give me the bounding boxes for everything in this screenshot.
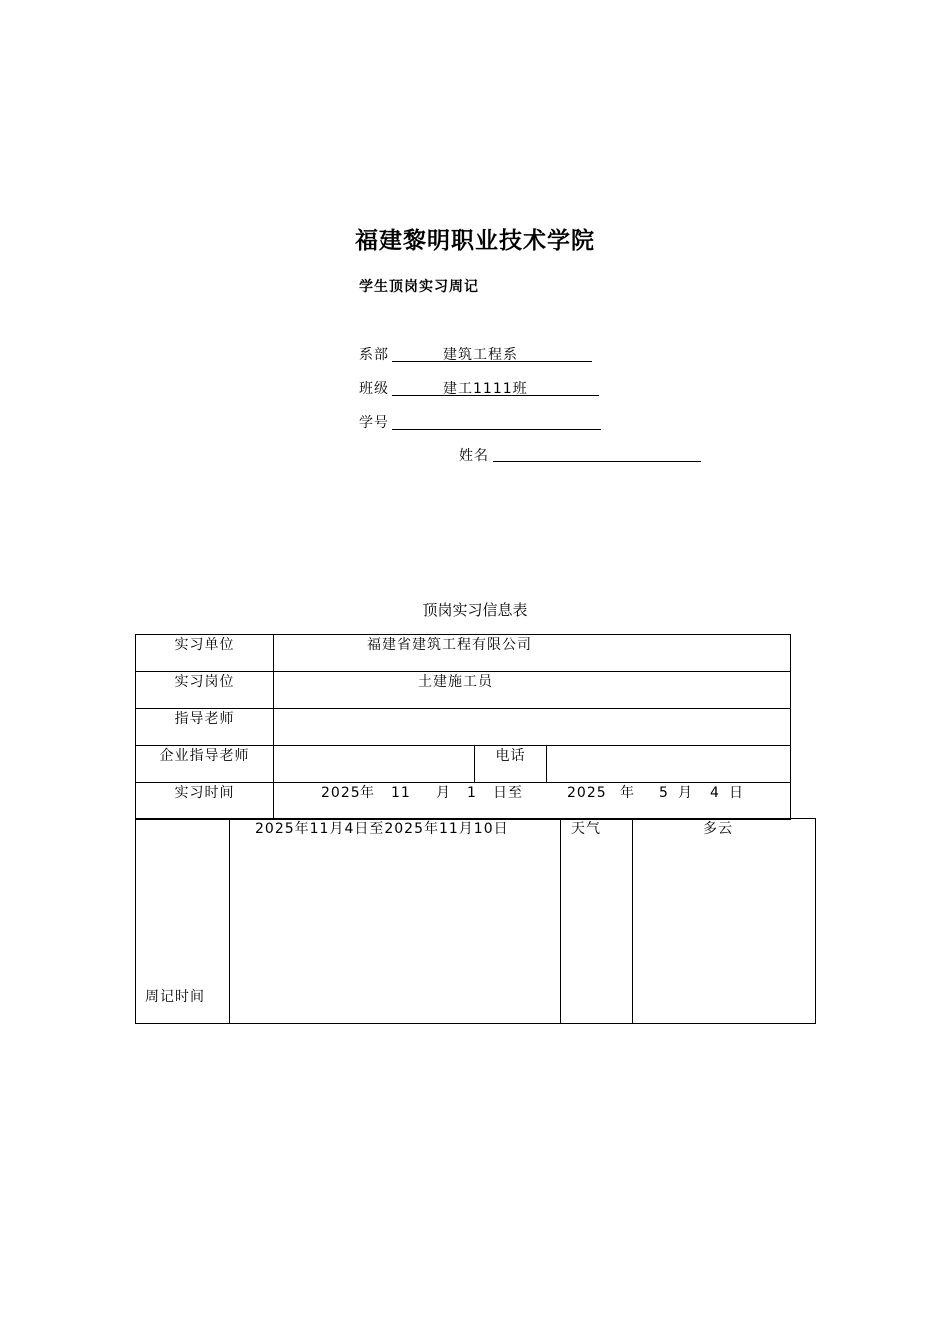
internship-info-table [135, 634, 791, 820]
class-value[interactable]: 建工1111班 [443, 381, 528, 397]
end-day: 4 [710, 785, 720, 801]
period-value[interactable] [274, 783, 791, 820]
table-row [136, 635, 791, 672]
class-label: 班级 [359, 381, 389, 397]
table-row [136, 709, 791, 746]
advisor-value[interactable] [274, 709, 791, 746]
unit-label: 实习单位 [136, 635, 274, 672]
table-row [136, 819, 816, 1024]
start-month-char: 月 [436, 785, 451, 801]
phone-label: 电话 [475, 746, 547, 783]
name-underline [493, 461, 701, 462]
phone-value[interactable] [547, 746, 791, 783]
table-row [136, 783, 791, 820]
department-label: 系部 [359, 347, 389, 363]
name-label: 姓名 [459, 448, 489, 464]
week-range[interactable]: 2025年11月4日至2025年11月10日 [230, 819, 561, 1024]
table-row [136, 672, 791, 709]
end-month-char: 月 [678, 785, 693, 801]
start-month: 11 [391, 785, 411, 801]
start-day: 1 [467, 785, 477, 801]
company-advisor-label: 企业指导老师 [136, 746, 274, 783]
start-year: 2025 [321, 785, 361, 801]
report-title: 学生顶岗实习周记 [359, 279, 479, 295]
department-value[interactable]: 建筑工程系 [443, 347, 518, 363]
end-month: 5 [659, 785, 669, 801]
end-year-char: 年 [620, 785, 635, 801]
end-day-char: 日 [729, 785, 744, 801]
end-year: 2025 [567, 785, 607, 801]
period-label: 实习时间 [136, 783, 274, 820]
advisor-label: 指导老师 [136, 709, 274, 746]
company-advisor-value[interactable] [274, 746, 475, 783]
unit-value[interactable]: 福建省建筑工程有限公司 [274, 635, 791, 672]
table-row [136, 746, 791, 783]
weather-value[interactable]: 多云 [633, 819, 816, 1024]
weekly-record-table [135, 818, 816, 1024]
start-year-char: 年 [360, 785, 375, 801]
weather-label: 天气 [561, 819, 633, 1024]
school-name: 福建黎明职业技术学院 [355, 227, 595, 254]
start-day-to: 日至 [493, 785, 523, 801]
student-id-label: 学号 [359, 415, 389, 431]
position-label: 实习岗位 [136, 672, 274, 709]
week-label: 周记时间 [136, 819, 230, 1024]
position-value[interactable]: 土建施工员 [274, 672, 791, 709]
student-id-underline [392, 429, 601, 430]
info-table-title: 顶岗实习信息表 [422, 601, 528, 619]
